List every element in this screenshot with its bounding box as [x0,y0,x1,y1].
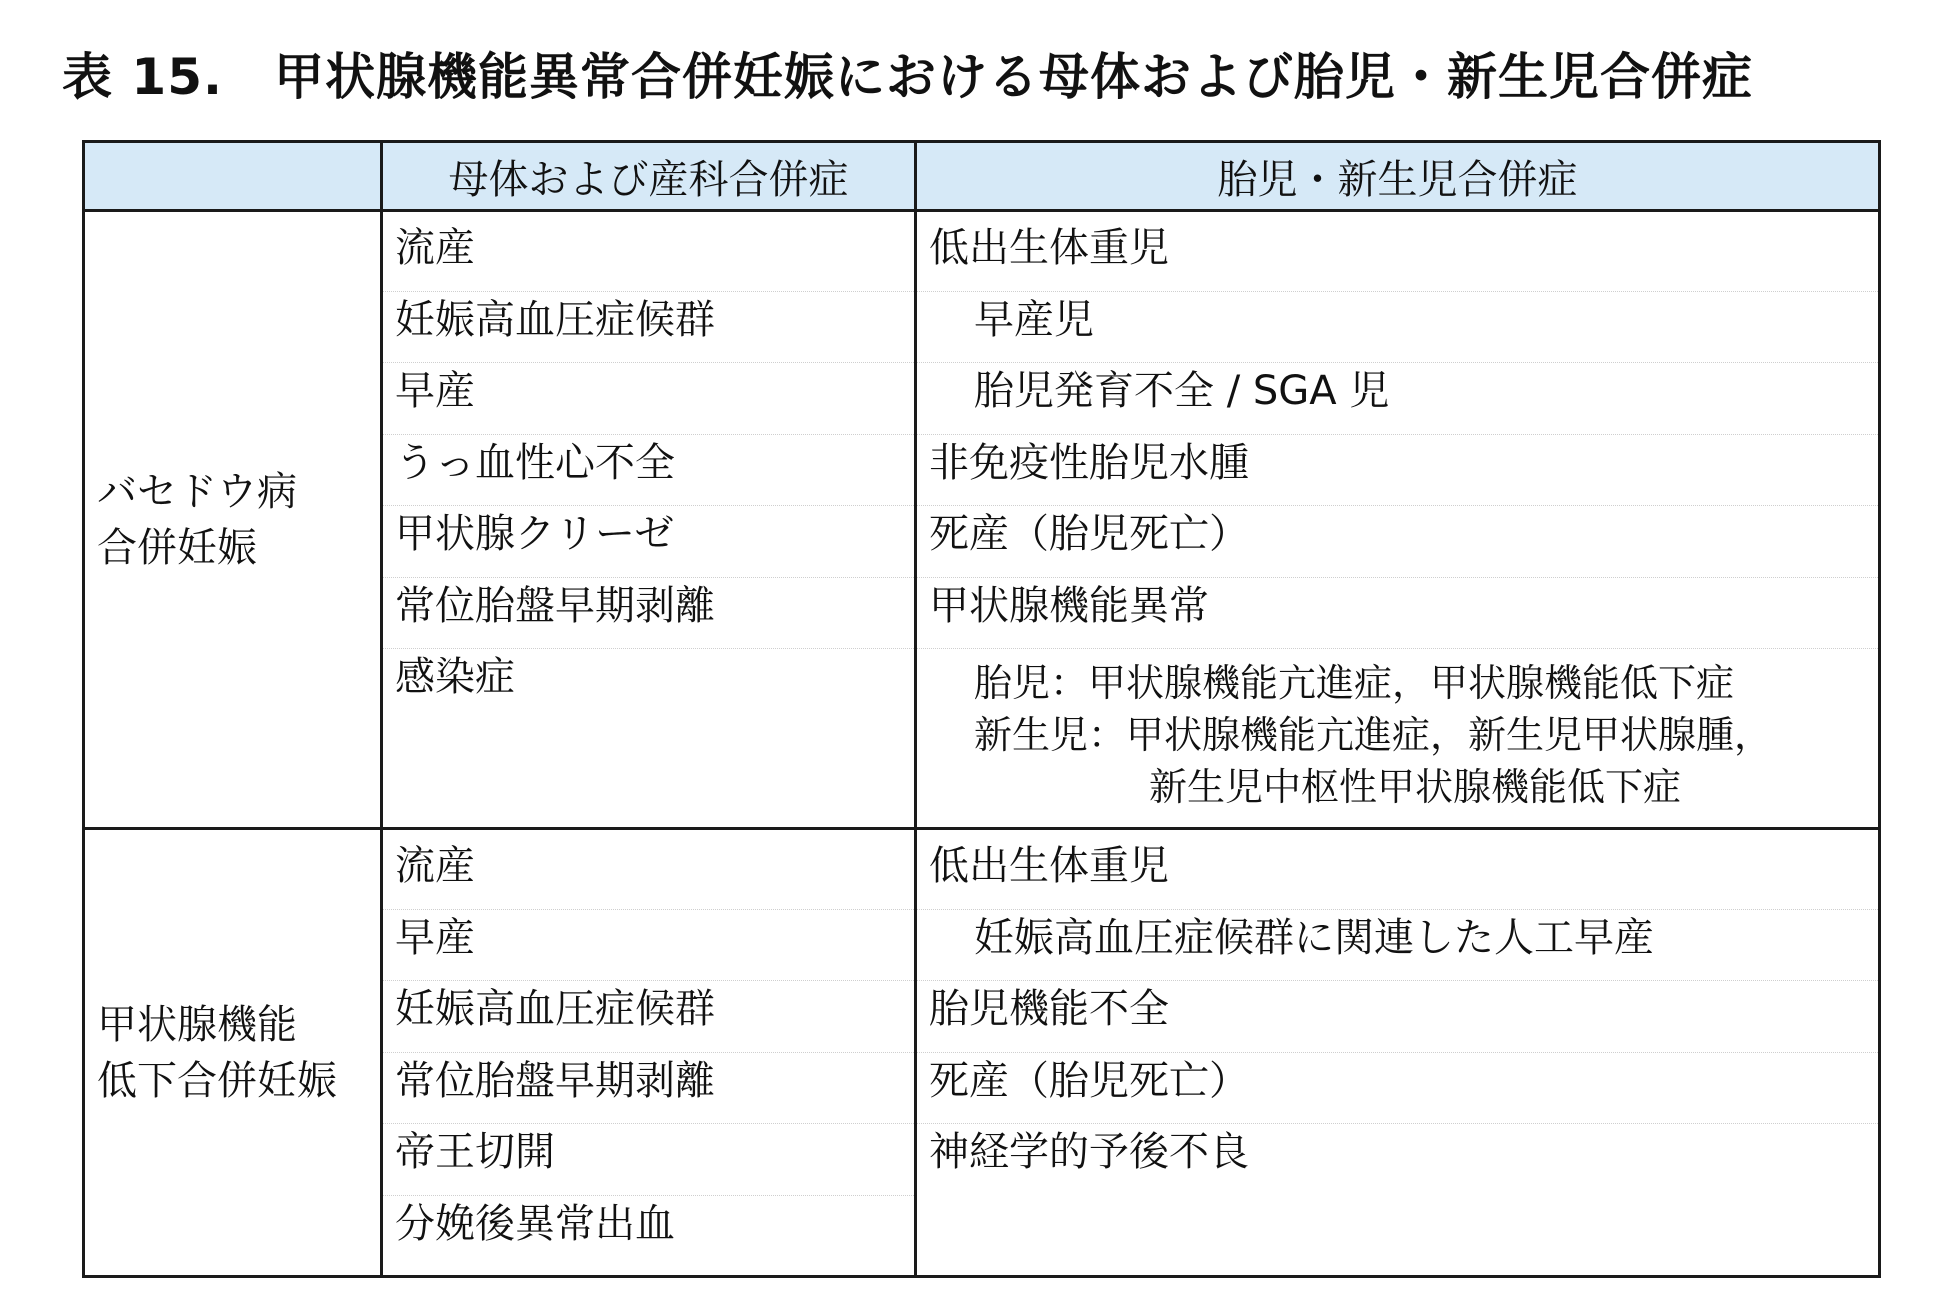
list-item: 流産 [383,838,914,910]
list-item: 妊娠高血圧症候群 [383,292,914,364]
group-label-line: 甲状腺機能 [97,1001,297,1048]
list-item-detail [917,649,1878,819]
group-label-line: 低下合併妊娠 [97,1057,337,1104]
list-item: 常位胎盤早期剥離 [383,578,914,650]
list-item: 低出生体重児 [917,838,1878,910]
list-item: 甲状腺クリーゼ [383,506,914,578]
table-row-basedow [84,211,1880,829]
list-item: 妊娠高血圧症候群に関連した人工早産 [917,910,1878,982]
list-item: 甲状腺機能異常 [917,578,1878,650]
table-title: 表 15. 甲状腺機能異常合併妊娠における母体および胎児・新生児合併症 [62,48,1753,106]
list-item: 非免疫性胎児水腫 [917,435,1878,507]
table-row-hypothyroid [84,829,1880,1277]
list-item: 低出生体重児 [917,220,1878,292]
list-item: 死産（胎児死亡） [917,1053,1878,1125]
group-label-basedow [84,211,382,829]
maternal-complications-basedow [382,211,916,829]
fetal-complications-hypothyroid [916,829,1880,1277]
list-item: うっ血性心不全 [383,435,914,507]
group-label-line: バセドウ病 [97,468,297,515]
detail-line: 新生児中枢性甲状腺機能低下症 [1149,765,1682,809]
header-cell-fetal: 胎児・新生児合併症 [916,142,1880,211]
list-item: 死産（胎児死亡） [917,506,1878,578]
complications-table [82,140,1881,1278]
list-item: 感染症 [395,654,515,700]
list-item: 神経学的予後不良 [929,1129,1249,1175]
list-item: 早産 [383,363,914,435]
detail-line: 胎児：甲状腺機能亢進症，甲状腺機能低下症 [974,661,1735,705]
group-label-hypothyroid [84,829,382,1277]
header-cell-blank [84,142,382,211]
list-item: 分娩後異常出血 [395,1200,675,1247]
detail-line: 新生児：甲状腺機能亢進症，新生児甲状腺腫， [974,713,1773,757]
header-cell-maternal: 母体および産科合併症 [382,142,916,211]
list-item: 常位胎盤早期剥離 [383,1053,914,1125]
fetal-complications-basedow [916,211,1880,829]
group-label-line: 合併妊娠 [97,524,257,571]
list-item: 帝王切開 [383,1124,914,1196]
maternal-complications-hypothyroid [382,829,916,1277]
list-item: 早産児 [917,292,1878,364]
list-item: 流産 [383,220,914,292]
list-item: 早産 [383,910,914,982]
list-item: 胎児発育不全 / SGA 児 [917,363,1878,435]
table-header-row [84,142,1880,211]
list-item: 妊娠高血圧症候群 [383,981,914,1053]
list-item: 胎児機能不全 [917,981,1878,1053]
